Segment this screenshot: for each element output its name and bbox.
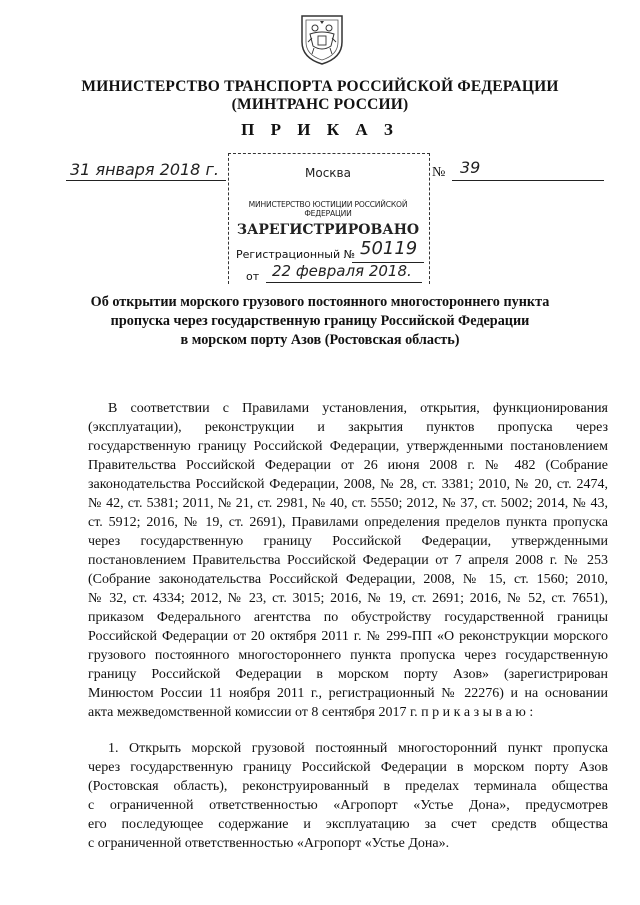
- text-line: границу Российской Федерации в морском порту Азов» (зарегистрирован: [88, 667, 608, 682]
- text-line: грузового постоянного многостороннего пункта пропуска через государственную: [88, 648, 608, 663]
- order-title: П Р И К А З: [241, 120, 399, 139]
- preamble-paragraph: [88, 399, 608, 722]
- ministry-short-name: (МИНТРАНС РОССИИ): [231, 96, 409, 113]
- text-line: № 32, ст. 4334; 2012, № 23, ст. 3015; 2016, № 19, ст. 2691; 2016, № 52, ст. 7651),: [88, 591, 608, 606]
- subject-line: в морском порту Азов (Ростовская область): [180, 332, 460, 348]
- text-line: государственную границу Российской Федерации, утвержденными постановлением: [88, 439, 608, 454]
- stamp-reg-number: 50119: [360, 238, 418, 259]
- coat-of-arms-icon: [298, 12, 346, 66]
- date-underline: [66, 180, 226, 181]
- text-line: с ограниченной ответственностью «Агропорт «Устье Дона».: [88, 836, 450, 851]
- order-number: 39: [460, 158, 481, 177]
- text-line: В соответствии с Правилами установления, открытия, функционирования: [108, 401, 608, 416]
- stamp-date: 22 февраля 2018.: [272, 262, 412, 280]
- text-line: (эксплуатации), реконструкции и закрытия пунктов пропуска через: [88, 420, 608, 435]
- text-line: законодательства Российской Федерации, 2008, № 28, ст. 3381; 2010, № 20, ст. 2474,: [88, 477, 608, 492]
- subject-line: пропуска через государственную границу Российской Федерации: [110, 313, 530, 329]
- item-1-paragraph: [88, 739, 608, 853]
- text-line: Российской Федерации от 20 октября 2011 г. № 299-ПП «О реконструкции морского: [88, 629, 608, 644]
- order-subject: [60, 293, 580, 350]
- stamp-date-underline: [266, 282, 422, 283]
- text-line: (Ростовская область), реконструированный в пределах терминала общества: [88, 779, 608, 794]
- subject-line: Об открытии морского грузового постоянного многостороннего пункта: [90, 294, 550, 310]
- text-line: через государственную границу Российской Федерации, утвержденными: [88, 534, 608, 549]
- text-line: № 42, ст. 5381; 2011, № 21, ст. 2981, № 40, ст. 5550; 2012, № 37, ст. 5002; 2014, № 43,: [88, 496, 608, 511]
- stamp-status: ЗАРЕГИСТРИРОВАНО: [236, 222, 420, 238]
- stamp-authority: МИНИСТЕРСТВО ЮСТИЦИИ РОССИЙСКОЙ ФЕДЕРАЦИИ: [248, 200, 408, 218]
- order-number-label: №: [432, 165, 446, 180]
- stamp-city: Москва: [305, 166, 351, 180]
- number-underline: [452, 180, 604, 181]
- text-line: через государственную границу Российской Федерации в морском порту Азов: [88, 760, 608, 775]
- text-line: (Собрание законодательства Российской Федерации, 2008, № 15, ст. 1560; 2010,: [88, 572, 608, 587]
- text-line: приказом Федерального агентства по обустройству государственной границы: [88, 610, 608, 625]
- text-line: постановлением Правительства Российской Федерации от 7 апреля 2008 г. № 253: [88, 553, 608, 568]
- text-line: Правительства Российской Федерации от 26 июня 2008 г. № 482 (Собрание: [88, 458, 608, 473]
- ministry-name: МИНИСТЕРСТВО ТРАНСПОРТА РОССИЙСКОЙ ФЕДЕРАЦИИ: [81, 78, 559, 95]
- text-line: Минюстом России 11 ноября 2011 г., регистрационный № 22276) и на основании: [88, 686, 608, 701]
- order-date: 31 января 2018 г.: [70, 160, 219, 179]
- stamp-date-prefix: от: [246, 270, 260, 283]
- stamp-reg-label: Регистрационный №: [236, 248, 356, 261]
- text-line: акта межведомственной комиссии от 8 сентября 2017 г. п р и к а з ы в а ю :: [88, 705, 534, 720]
- text-line: 1. Открыть морской грузовой постоянный многосторонний пункт пропуска: [108, 741, 608, 756]
- text-line: его последующее содержание и эксплуатацию за счет средств общества: [88, 817, 608, 832]
- text-line: с ограниченной ответственностью «Агропорт «Устье Дона», предусмотрев: [88, 798, 608, 813]
- text-line: ст. 5912; 2016, № 19, ст. 2691), Правилами определения пределов пункта пропуска: [88, 515, 608, 530]
